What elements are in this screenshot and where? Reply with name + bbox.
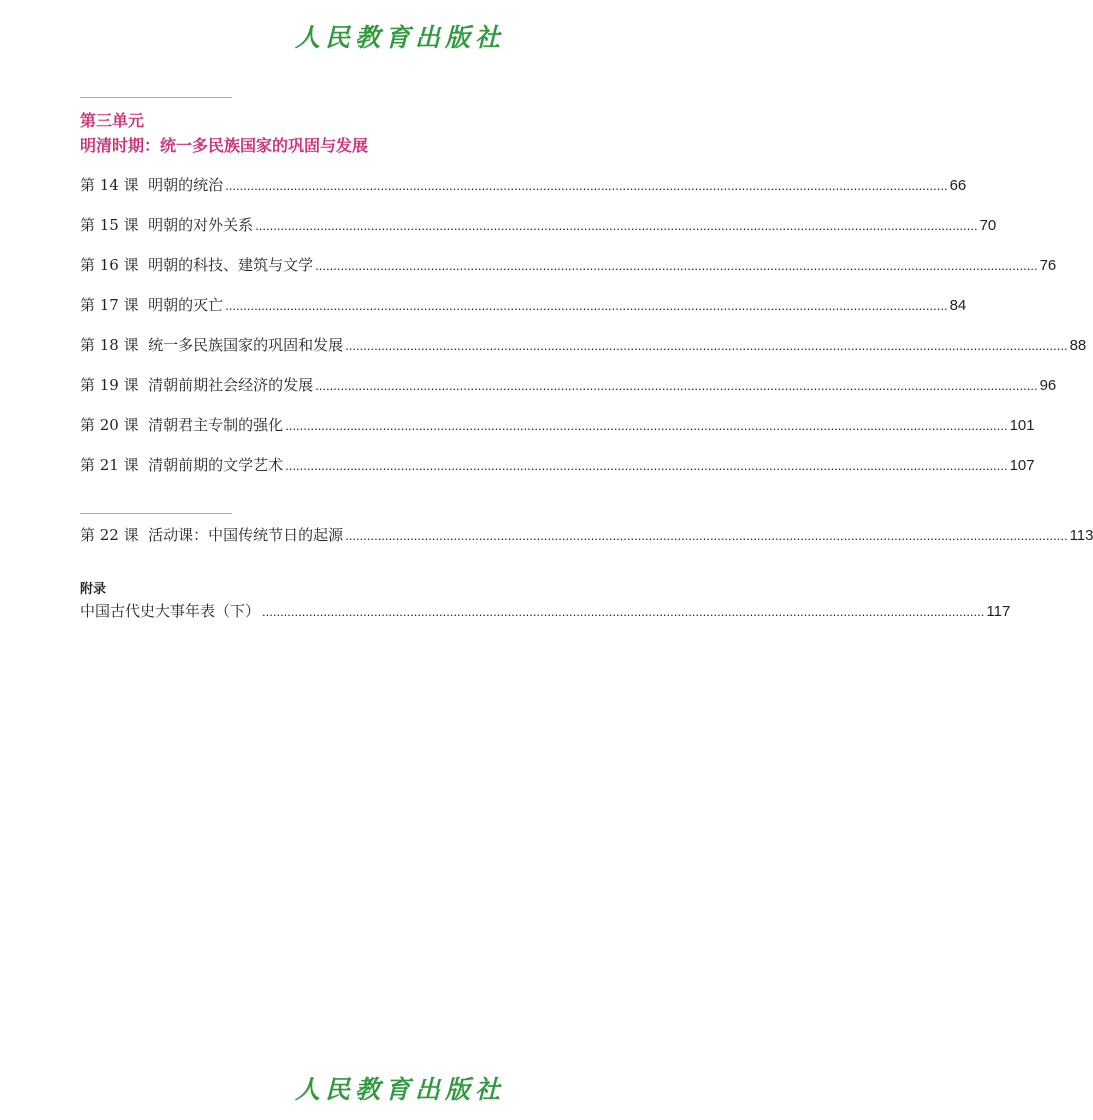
- toc-entry-lesson-21[interactable]: [80, 454, 1035, 476]
- lesson-number: 第 18 课: [80, 336, 139, 354]
- lesson-title: 明朝的对外关系: [148, 216, 254, 234]
- lesson-title: 明朝的统治: [148, 176, 224, 194]
- page-number: 96: [1039, 377, 1057, 394]
- publisher-logo-bottom: 人民教育出版社: [294, 1075, 505, 1104]
- dot-leader: ........................................................................................................................................................................................................: [345, 528, 1068, 543]
- dot-leader: ........................................................................................................................................................................................................: [345, 338, 1068, 353]
- page-number: 66: [949, 177, 967, 194]
- activity-divider: [80, 513, 232, 514]
- lesson-title: 明朝的灭亡: [148, 296, 224, 314]
- lesson-number: 第 15 课: [80, 216, 139, 234]
- page-number: 117: [986, 603, 1011, 620]
- lesson-number: 第 22 课: [80, 526, 139, 544]
- toc-entry-lesson-14[interactable]: [80, 174, 967, 196]
- lesson-title: 清朝前期的文学艺术: [148, 456, 284, 474]
- lesson-number: 第 19 课: [80, 376, 139, 394]
- appendix-title: 中国古代史大事年表（下）: [80, 602, 261, 620]
- lesson-title: 清朝君主专制的强化: [148, 416, 284, 434]
- page-number: 107: [1009, 457, 1035, 474]
- page-number: 101: [1009, 417, 1035, 434]
- toc-entry-lesson-22[interactable]: [80, 524, 1093, 546]
- lesson-title: 统一多民族国家的巩固和发展: [148, 336, 344, 354]
- unit-number: 第三单元: [80, 111, 145, 130]
- page-number: 76: [1039, 257, 1057, 274]
- lesson-number: 第 17 课: [80, 296, 139, 314]
- dot-leader: ........................................................................................................................................................................................................: [225, 178, 948, 193]
- toc-entry-lesson-19[interactable]: [80, 374, 1057, 396]
- toc-entry-lesson-18[interactable]: [80, 334, 1087, 356]
- page-number: 88: [1069, 337, 1087, 354]
- dot-leader: ........................................................................................................................................................................................................: [285, 418, 1008, 433]
- dot-leader: ........................................................................................................................................................................................................: [285, 458, 1008, 473]
- lesson-title: 活动课：中国传统节日的起源: [148, 526, 344, 544]
- page-number: 70: [979, 217, 997, 234]
- lesson-number: 第 14 课: [80, 176, 139, 194]
- dot-leader: ........................................................................................................................................................................................................: [255, 218, 978, 233]
- lesson-title: 清朝前期社会经济的发展: [148, 376, 314, 394]
- publisher-logo-top: 人民教育出版社: [294, 23, 505, 52]
- page-number: 113: [1069, 527, 1093, 544]
- lesson-number: 第 16 课: [80, 256, 139, 274]
- toc-entry-appendix[interactable]: [80, 600, 1011, 622]
- page-number: 84: [949, 297, 967, 314]
- dot-leader: ........................................................................................................................................................................................................: [315, 258, 1038, 273]
- toc-entry-lesson-20[interactable]: [80, 414, 1035, 436]
- lesson-number: 第 20 课: [80, 416, 139, 434]
- lesson-number: 第 21 课: [80, 456, 139, 474]
- appendix-heading: 附录: [80, 582, 107, 597]
- toc-entry-lesson-15[interactable]: [80, 214, 997, 236]
- toc-entry-lesson-16[interactable]: [80, 254, 1057, 276]
- unit-title: 明清时期：统一多民族国家的巩固与发展: [80, 136, 369, 155]
- dot-leader: ........................................................................................................................................................................................................: [262, 604, 985, 619]
- dot-leader: ........................................................................................................................................................................................................: [225, 298, 948, 313]
- unit-divider: [80, 97, 232, 98]
- dot-leader: ........................................................................................................................................................................................................: [315, 378, 1038, 393]
- lesson-title: 明朝的科技、建筑与文学: [148, 256, 314, 274]
- toc-entry-lesson-17[interactable]: [80, 294, 967, 316]
